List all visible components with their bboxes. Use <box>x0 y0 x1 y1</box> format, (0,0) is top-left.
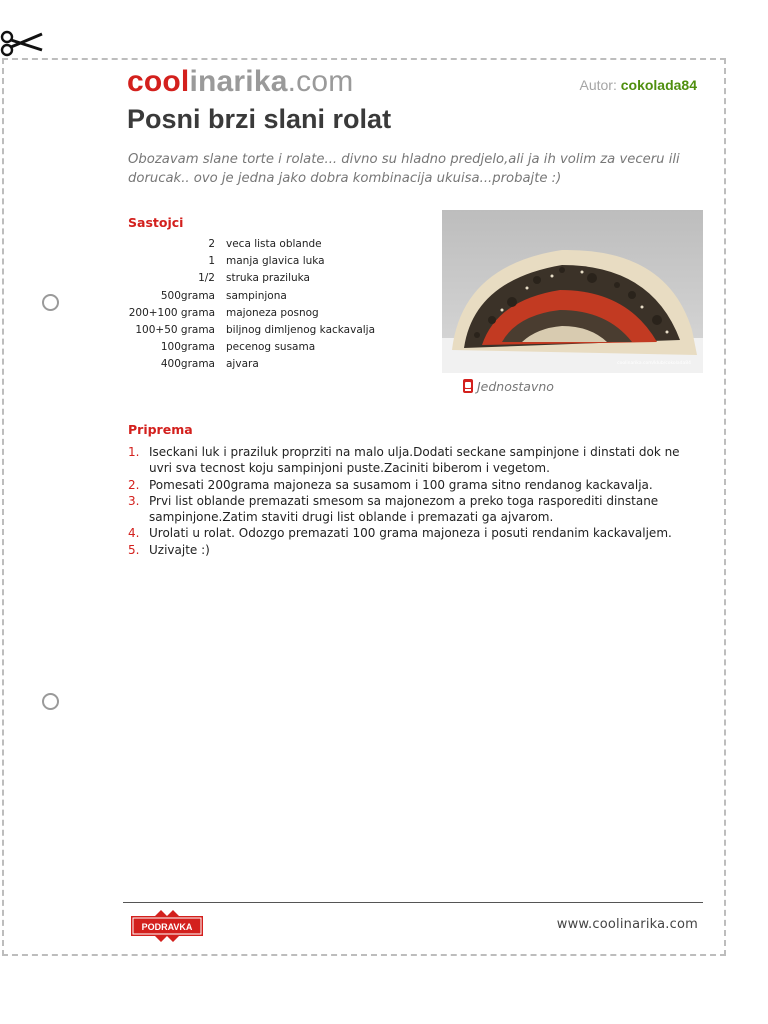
chef-hat-icon <box>462 378 474 394</box>
step-number: 4. <box>128 526 140 541</box>
ingredient-row <box>128 253 375 270</box>
ingredient-name: biljnog dimljenog kackavalja <box>226 324 376 337</box>
preparation-step <box>128 493 698 526</box>
recipe-title: Posni brzi slani rolat <box>127 104 392 134</box>
podravka-logo-text: PODRAVKA <box>141 922 193 932</box>
scissors-icon <box>0 28 44 58</box>
ingredient-quantity: 100+50 grama <box>135 324 215 337</box>
ingredient-quantity: 2 <box>208 238 215 250</box>
ingredients-table <box>128 236 375 374</box>
ingredient-row <box>128 288 375 305</box>
step-number: 3. <box>128 493 140 508</box>
difficulty-label <box>462 378 554 394</box>
author-name[interactable]: cokolada84 <box>620 77 697 93</box>
punch-hole-top <box>42 294 59 311</box>
footer-divider <box>123 902 703 903</box>
step-text: Urolati u rolat. Odozgo premazati 100 grama majoneza i posuti rendanim kackavaljem. <box>149 526 672 541</box>
ingredient-quantity: 200+100 grama <box>128 306 215 319</box>
step-number: 5. <box>128 542 140 557</box>
ingredient-quantity: 100grama <box>160 341 215 354</box>
ingredient-name: pecenog susama <box>226 341 316 354</box>
coolinarika-logo <box>127 62 353 102</box>
ingredient-name: struka praziluka <box>226 272 310 285</box>
ingredient-name: ajvara <box>226 358 259 371</box>
ingredient-quantity: 500grama <box>160 289 215 302</box>
step-text: Uzivajte :) <box>149 542 210 557</box>
difficulty-text: Jednostavno <box>477 379 554 394</box>
preparation-heading: Priprema <box>128 422 193 437</box>
step-text: Pomesati 200grama majoneza sa susamom i 100 grama sitno rendanog kackavalja. <box>149 477 653 492</box>
recipe-photo <box>442 210 703 373</box>
author-line <box>579 77 697 93</box>
ingredient-row <box>128 270 375 287</box>
ingredient-row <box>128 236 375 253</box>
ingredient-name: manja glavica luka <box>226 255 325 268</box>
ingredient-name: majoneza posnog <box>226 306 319 319</box>
website-url[interactable]: www.coolinarika.com <box>556 917 698 932</box>
ingredient-row <box>128 356 375 373</box>
podravka-logo <box>127 910 207 942</box>
photo-credit: coolinarika.com/klub/cokolada84 <box>617 361 691 366</box>
step-number: 2. <box>128 477 140 492</box>
preparation-step <box>128 477 698 493</box>
preparation-step <box>128 444 698 477</box>
author-label: Autor: <box>579 77 617 93</box>
ingredient-row <box>128 339 375 356</box>
ingredient-quantity: 1 <box>208 255 215 268</box>
punch-hole-bottom <box>42 693 59 710</box>
logo-part-cool: cool <box>127 65 190 98</box>
ingredient-row <box>128 305 375 322</box>
step-text: Prvi list oblande premazati smesom sa majonezom a preko toga rasporediti dinstane sampinjone.Zatim staviti drugi list oblande i premazati ga ajvarom. <box>149 493 659 525</box>
preparation-step <box>128 542 698 558</box>
ingredients-heading: Sastojci <box>128 215 184 230</box>
recipe-intro: Obozavam slane torte i rolate... divno su hladno predjelo,ali ja ih volim za veceru ili dorucak.. ovo je jedna jako dobra kombinacija ukuisa...probajte :) <box>128 152 680 186</box>
ingredient-quantity: 1/2 <box>198 272 215 285</box>
ingredient-quantity: 400grama <box>160 358 215 371</box>
ingredient-row <box>128 322 375 339</box>
preparation-step <box>128 525 698 541</box>
step-text: Iseckani luk i praziluk proprziti na malo ulja.Dodati seckane sampinjone i dinstati dok ne uvri sva tecnost koju sampinjoni puste.Zaciniti biberom i vegetom. <box>149 445 680 476</box>
ingredient-name: sampinjona <box>226 289 287 302</box>
preparation-steps <box>128 444 698 558</box>
logo-part-inarika: inarika <box>189 65 288 98</box>
logo-part-com: .com <box>287 65 354 98</box>
ingredient-name: veca lista oblande <box>226 238 322 250</box>
step-number: 1. <box>128 445 140 459</box>
